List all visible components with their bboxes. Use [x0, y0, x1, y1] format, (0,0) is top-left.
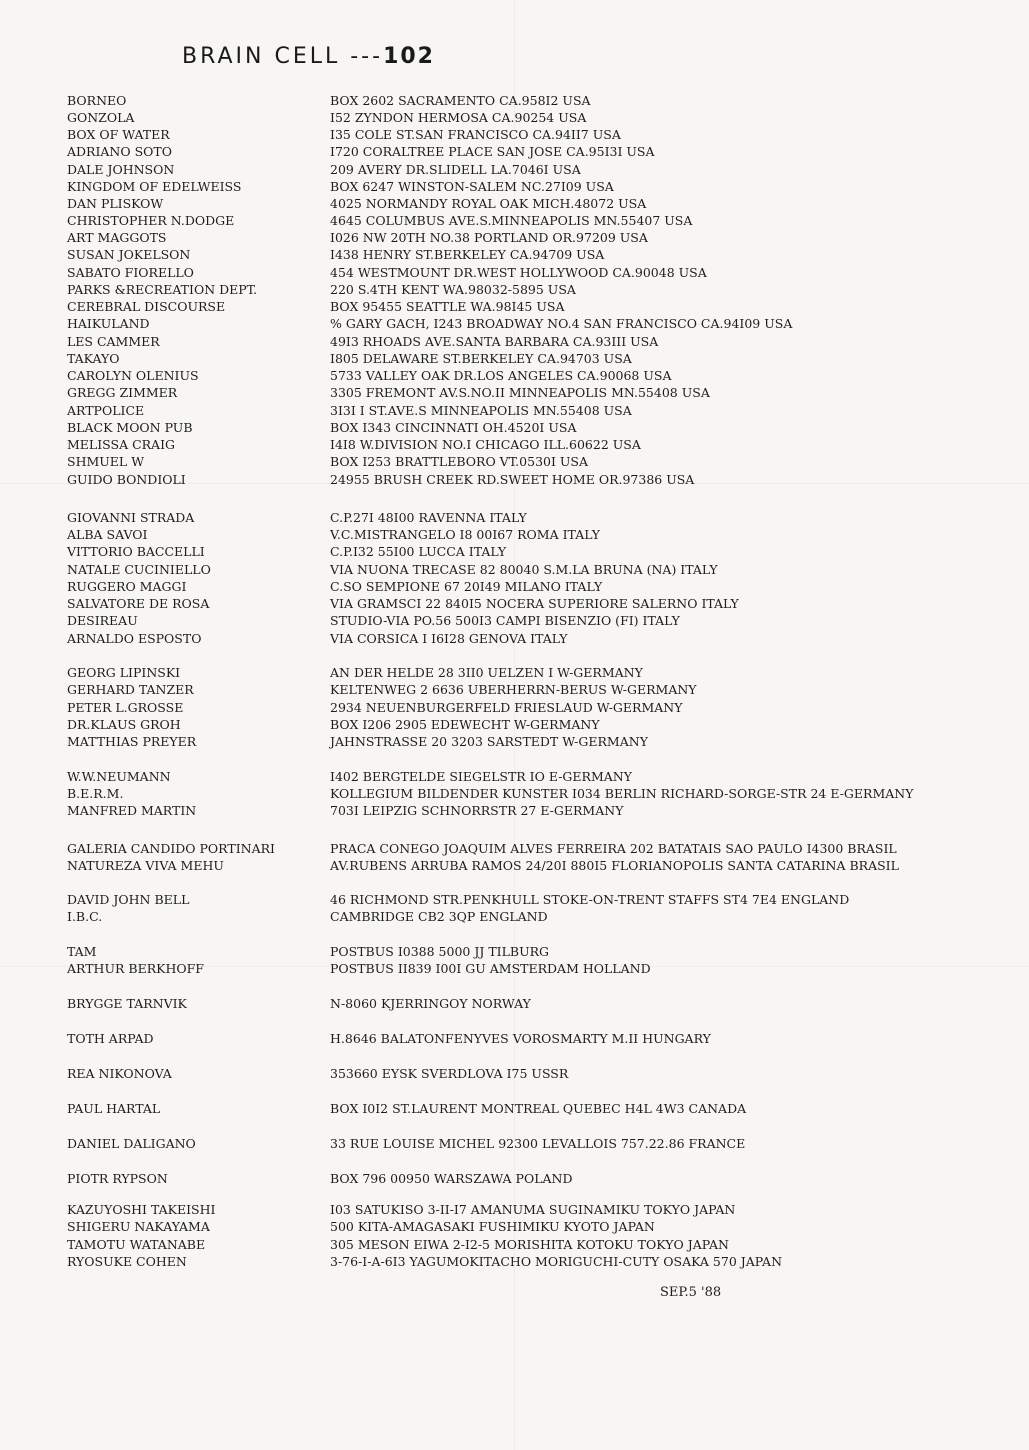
contact-name: SABATO FIORELLO — [67, 265, 194, 280]
contact-address: 3I3I I ST.AVE.S MINNEAPOLIS MN.55408 USA — [330, 403, 632, 418]
contact-address: BOX I253 BRATTLEBORO VT.0530I USA — [330, 454, 589, 469]
contact-address: VIA NUONA TRECASE 82 80040 S.M.LA BRUNA (NA) ITALY — [330, 562, 718, 577]
contact-address: AV.RUBENS ARRUBA RAMOS 24/20I 880I5 FLORIANOPOLIS SANTA CATARINA BRASIL — [330, 858, 899, 873]
contact-address: N-8060 KJERRINGOY NORWAY — [330, 996, 531, 1011]
contact-name: PARKS &RECREATION DEPT. — [67, 282, 258, 297]
contact-name: GUIDO BONDIOLI — [67, 472, 186, 487]
contact-name: VITTORIO BACCELLI — [67, 544, 205, 559]
contact-address: 305 MESON EIWA 2-I2-5 MORISHITA KOTOKU TOKYO JAPAN — [330, 1237, 729, 1252]
contact-address: VIA CORSICA I I6I28 GENOVA ITALY — [330, 631, 568, 646]
contact-name: BORNEO — [67, 93, 127, 108]
document-date: SEP.5 '88 — [660, 1285, 722, 1300]
contact-address: C.P.27I 48I00 RAVENNA ITALY — [330, 510, 527, 525]
contact-name: ARTPOLICE — [67, 403, 145, 418]
contact-address: AN DER HELDE 28 3II0 UELZEN I W-GERMANY — [330, 665, 643, 680]
contact-address: BOX I206 2905 EDEWECHT W-GERMANY — [330, 717, 600, 732]
contact-name: PAUL HARTAL — [67, 1101, 161, 1116]
contact-name: B.E.R.M. — [67, 786, 124, 801]
contact-address: POSTBUS II839 I00I GU AMSTERDAM HOLLAND — [330, 961, 651, 976]
contact-address: V.C.MISTRANGELO I8 00I67 ROMA ITALY — [330, 527, 600, 542]
contact-address: 5733 VALLEY OAK DR.LOS ANGELES CA.90068 USA — [330, 368, 672, 383]
contact-address: I438 HENRY ST.BERKELEY CA.94709 USA — [330, 247, 605, 262]
contact-address: H.8646 BALATONFENYVES VOROSMARTY M.II HUNGARY — [330, 1031, 711, 1046]
contact-address: 4025 NORMANDY ROYAL OAK MICH.48072 USA — [330, 196, 647, 211]
contact-address: CAMBRIDGE CB2 3QP ENGLAND — [330, 909, 548, 924]
contact-name: SHIGERU NAKAYAMA — [67, 1219, 210, 1234]
contact-address: 4645 COLUMBUS AVE.S.MINNEAPOLIS MN.55407 USA — [330, 213, 693, 228]
contact-address: BOX 95455 SEATTLE WA.98I45 USA — [330, 299, 565, 314]
contact-address: 220 S.4TH KENT WA.98032-5895 USA — [330, 282, 576, 297]
contact-address: 500 KITA-AMAGASAKI FUSHIMIKU KYOTO JAPAN — [330, 1219, 655, 1234]
contact-name: TAM — [67, 944, 97, 959]
contact-name: MANFRED MARTIN — [67, 803, 197, 818]
contact-address: 353660 EYSK SVERDLOVA I75 USSR — [330, 1066, 569, 1081]
contact-address: KELTENWEG 2 6636 UBERHERRN-BERUS W-GERMANY — [330, 682, 697, 697]
contact-address: POSTBUS I0388 5000 JJ TILBURG — [330, 944, 550, 959]
contact-name: PETER L.GROSSE — [67, 700, 184, 715]
contact-name: BOX OF WATER — [67, 127, 170, 142]
contact-name: CHRISTOPHER N.DODGE — [67, 213, 235, 228]
contact-name: TOTH ARPAD — [67, 1031, 154, 1046]
contact-address: STUDIO-VIA PO.56 500I3 CAMPI BISENZIO (FI) ITALY — [330, 613, 680, 628]
contact-name: CEREBRAL DISCOURSE — [67, 299, 226, 314]
contact-address: BOX 6247 WINSTON-SALEM NC.27I09 USA — [330, 179, 614, 194]
contact-address: 209 AVERY DR.SLIDELL LA.7046I USA — [330, 162, 581, 177]
contact-name: MELISSA CRAIG — [67, 437, 175, 452]
contact-address: BOX I343 CINCINNATI OH.4520I USA — [330, 420, 577, 435]
contact-address: 3305 FREMONT AV.S.NO.II MINNEAPOLIS MN.55408 USA — [330, 385, 710, 400]
contact-name: DR.KLAUS GROH — [67, 717, 181, 732]
contact-name: GIOVANNI STRADA — [67, 510, 195, 525]
contact-address: I805 DELAWARE ST.BERKELEY CA.94703 USA — [330, 351, 632, 366]
contact-name: GREGG ZIMMER — [67, 385, 178, 400]
contact-name: ALBA SAVOI — [67, 527, 148, 542]
contact-address: I03 SATUKISO 3-II-I7 AMANUMA SUGINAMIKU TOKYO JAPAN — [330, 1202, 736, 1217]
contact-name: HAIKULAND — [67, 316, 150, 331]
contact-name: I.B.C. — [67, 909, 103, 924]
contact-name: BRYGGE TARNVIK — [67, 996, 187, 1011]
contact-name: DALE JOHNSON — [67, 162, 175, 177]
contact-address: 24955 BRUSH CREEK RD.SWEET HOME OR.97386 USA — [330, 472, 695, 487]
contact-address: PRACA CONEGO JOAQUIM ALVES FERREIRA 202 BATATAIS SAO PAULO I4300 BRASIL — [330, 841, 897, 856]
contact-address: C.SO SEMPIONE 67 20I49 MILANO ITALY — [330, 579, 603, 594]
issue-number: 102 — [383, 44, 435, 69]
contact-address: VIA GRAMSCI 22 840I5 NOCERA SUPERIORE SALERNO ITALY — [330, 596, 739, 611]
contact-address: BOX 2602 SACRAMENTO CA.958I2 USA — [330, 93, 591, 108]
contact-address: I35 COLE ST.SAN FRANCISCO CA.94II7 USA — [330, 127, 621, 142]
contact-name: NATALE CUCINIELLO — [67, 562, 211, 577]
contact-name: TAKAYO — [67, 351, 120, 366]
contact-name: SHMUEL W — [67, 454, 145, 469]
contact-name: CAROLYN OLENIUS — [67, 368, 199, 383]
contact-name: RYOSUKE COHEN — [67, 1254, 187, 1269]
contact-name: PIOTR RYPSON — [67, 1171, 168, 1186]
contact-address: 2934 NEUENBURGERFELD FRIESLAUD W-GERMANY — [330, 700, 683, 715]
contact-address: JAHNSTRASSE 20 3203 SARSTEDT W-GERMANY — [330, 734, 648, 749]
contact-address: 33 RUE LOUISE MICHEL 92300 LEVALLOIS 757.22.86 FRANCE — [330, 1136, 746, 1151]
contact-address: 46 RICHMOND STR.PENKHULL STOKE-ON-TRENT STAFFS ST4 7E4 ENGLAND — [330, 892, 850, 907]
contact-name: GONZOLA — [67, 110, 135, 125]
contact-address: BOX I0I2 ST.LAURENT MONTREAL QUEBEC H4L 4W3 CANADA — [330, 1101, 747, 1116]
contact-address: % GARY GACH, I243 BROADWAY NO.4 SAN FRANCISCO CA.94I09 USA — [330, 316, 793, 331]
contact-name: W.W.NEUMANN — [67, 769, 171, 784]
contact-name: GEORG LIPINSKI — [67, 665, 181, 680]
contact-address: C.P.I32 55I00 LUCCA ITALY — [330, 544, 507, 559]
contact-name: KINGDOM OF EDELWEISS — [67, 179, 242, 194]
contact-name: GERHARD TANZER — [67, 682, 194, 697]
contact-address: I4I8 W.DIVISION NO.I CHICAGO ILL.60622 USA — [330, 437, 641, 452]
contact-name: GALERIA CANDIDO PORTINARI — [67, 841, 275, 856]
contact-address: 454 WESTMOUNT DR.WEST HOLLYWOOD CA.90048 USA — [330, 265, 707, 280]
contact-name: ARTHUR BERKHOFF — [67, 961, 204, 976]
contact-name: DESIREAU — [67, 613, 138, 628]
contact-name: DAVID JOHN BELL — [67, 892, 190, 907]
contact-name: SUSAN JOKELSON — [67, 247, 191, 262]
contact-name: DAN PLISKOW — [67, 196, 164, 211]
contact-address: I52 ZYNDON HERMOSA CA.90254 USA — [330, 110, 587, 125]
contact-name: MATTHIAS PREYER — [67, 734, 197, 749]
contact-address: I720 CORALTREE PLACE SAN JOSE CA.95I3I USA — [330, 144, 655, 159]
contact-name: SALVATORE DE ROSA — [67, 596, 210, 611]
contact-name: REA NIKONOVA — [67, 1066, 172, 1081]
contact-address: I026 NW 20TH NO.38 PORTLAND OR.97209 USA — [330, 230, 648, 245]
title-prefix: BRAIN CELL --- — [182, 44, 384, 69]
contact-name: LES CAMMER — [67, 334, 160, 349]
contact-name: NATUREZA VIVA MEHU — [67, 858, 224, 873]
contact-address: BOX 796 00950 WARSZAWA POLAND — [330, 1171, 573, 1186]
contact-name: KAZUYOSHI TAKEISHI — [67, 1202, 216, 1217]
contact-address: I402 BERGTELDE SIEGELSTR IO E-GERMANY — [330, 769, 632, 784]
contact-address: 3-76-I-A-6I3 YAGUMOKITACHO MORIGUCHI-CUTY OSAKA 570 JAPAN — [330, 1254, 783, 1269]
contact-name: DANIEL DALIGANO — [67, 1136, 196, 1151]
contact-name: BLACK MOON PUB — [67, 420, 193, 435]
contact-address: KOLLEGIUM BILDENDER KUNSTER I034 BERLIN RICHARD-SORGE-STR 24 E-GERMANY — [330, 786, 914, 801]
contact-address: 49I3 RHOADS AVE.SANTA BARBARA CA.93III USA — [330, 334, 659, 349]
contact-name: ARNALDO ESPOSTO — [67, 631, 202, 646]
contact-name: TAMOTU WATANABE — [67, 1237, 206, 1252]
contact-name: ADRIANO SOTO — [67, 144, 172, 159]
page-title — [182, 44, 435, 69]
contact-name: ART MAGGOTS — [67, 230, 167, 245]
contact-address: 703I LEIPZIG SCHNORRSTR 27 E-GERMANY — [330, 803, 624, 818]
contact-name: RUGGERO MAGGI — [67, 579, 187, 594]
